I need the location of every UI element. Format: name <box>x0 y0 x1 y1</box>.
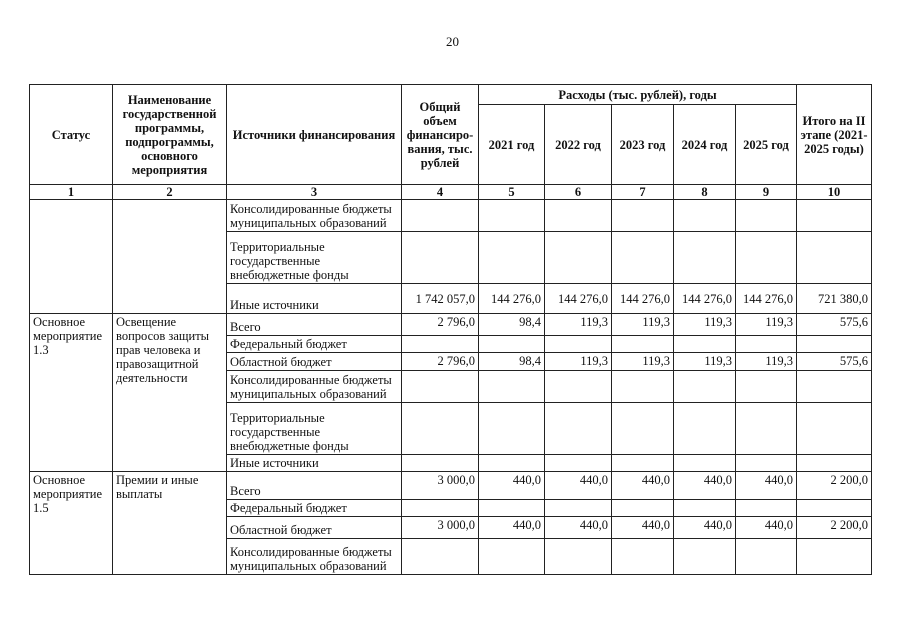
year-value-cell <box>674 371 736 403</box>
stage-total-cell: 575,6 <box>797 314 872 336</box>
year-value-cell: 144 276,0 <box>479 284 545 314</box>
stage-total-cell <box>797 371 872 403</box>
year-value-cell: 98,4 <box>479 353 545 371</box>
stage-total-cell: 2 200,0 <box>797 472 872 500</box>
financing-table <box>29 84 872 575</box>
year-value-cell: 440,0 <box>479 517 545 539</box>
header-expenses: Расходы (тыс. рублей), годы <box>479 85 797 105</box>
total-cell <box>402 539 479 575</box>
total-cell <box>402 371 479 403</box>
year-value-cell: 440,0 <box>674 472 736 500</box>
header-year: 2021 год <box>479 105 545 185</box>
stage-total-cell <box>797 455 872 472</box>
year-value-cell <box>479 500 545 517</box>
name-cell: Премии и иные выплаты <box>113 472 227 575</box>
year-value-cell <box>479 336 545 353</box>
total-cell <box>402 200 479 232</box>
year-value-cell <box>545 371 612 403</box>
year-value-cell: 98,4 <box>479 314 545 336</box>
year-value-cell <box>736 500 797 517</box>
column-index: 1 <box>30 185 113 200</box>
stage-total-cell <box>797 336 872 353</box>
year-value-cell: 119,3 <box>545 353 612 371</box>
year-value-cell: 119,3 <box>674 314 736 336</box>
column-index: 3 <box>227 185 402 200</box>
status-cell: Основное мероприятие 1.3 <box>30 314 113 472</box>
year-value-cell <box>545 200 612 232</box>
year-value-cell <box>479 371 545 403</box>
source-cell: Федеральный бюджет <box>227 336 402 353</box>
source-cell: Всего <box>227 314 402 336</box>
source-cell: Территориальные государственные внебюджетные фонды <box>227 403 402 455</box>
total-cell <box>402 232 479 284</box>
year-value-cell <box>612 371 674 403</box>
stage-total-cell <box>797 200 872 232</box>
header-year: 2025 год <box>736 105 797 185</box>
total-cell: 3 000,0 <box>402 472 479 500</box>
table-row <box>30 314 872 336</box>
year-value-cell <box>612 403 674 455</box>
year-value-cell: 119,3 <box>736 353 797 371</box>
header-total-volume: Общий объем финансиро-вания, тыс. рублей <box>402 85 479 185</box>
stage-total-cell: 2 200,0 <box>797 517 872 539</box>
year-value-cell: 440,0 <box>736 517 797 539</box>
column-index: 4 <box>402 185 479 200</box>
source-cell: Иные источники <box>227 455 402 472</box>
year-value-cell <box>674 500 736 517</box>
year-value-cell <box>545 232 612 284</box>
stage-total-cell <box>797 500 872 517</box>
column-index: 5 <box>479 185 545 200</box>
year-value-cell <box>736 232 797 284</box>
year-value-cell <box>674 232 736 284</box>
total-cell: 2 796,0 <box>402 353 479 371</box>
source-cell: Консолидированные бюджеты муниципальных образований <box>227 371 402 403</box>
table-header <box>30 85 872 200</box>
year-value-cell <box>612 232 674 284</box>
year-value-cell: 440,0 <box>736 472 797 500</box>
status-cell <box>30 200 113 314</box>
total-cell: 3 000,0 <box>402 517 479 539</box>
column-index: 8 <box>674 185 736 200</box>
year-value-cell: 119,3 <box>612 353 674 371</box>
year-value-cell <box>545 455 612 472</box>
year-value-cell <box>736 539 797 575</box>
column-index: 6 <box>545 185 612 200</box>
year-value-cell <box>674 403 736 455</box>
year-value-cell <box>479 232 545 284</box>
year-value-cell <box>479 200 545 232</box>
year-value-cell: 440,0 <box>479 472 545 500</box>
stage-total-cell: 721 380,0 <box>797 284 872 314</box>
header-status: Статус <box>30 85 113 185</box>
source-cell: Консолидированные бюджеты муниципальных образований <box>227 539 402 575</box>
year-value-cell <box>736 371 797 403</box>
total-cell <box>402 455 479 472</box>
table-body <box>30 200 872 575</box>
year-value-cell <box>545 403 612 455</box>
source-cell: Федеральный бюджет <box>227 500 402 517</box>
year-value-cell <box>736 336 797 353</box>
year-value-cell: 144 276,0 <box>545 284 612 314</box>
stage-total-cell <box>797 232 872 284</box>
year-value-cell <box>736 403 797 455</box>
header-year: 2024 год <box>674 105 736 185</box>
stage-total-cell <box>797 539 872 575</box>
year-value-cell <box>479 539 545 575</box>
table-row <box>30 200 872 232</box>
stage-total-cell: 575,6 <box>797 353 872 371</box>
year-value-cell <box>612 539 674 575</box>
stage-total-cell <box>797 403 872 455</box>
year-value-cell: 440,0 <box>545 517 612 539</box>
year-value-cell <box>545 539 612 575</box>
year-value-cell <box>674 336 736 353</box>
year-value-cell <box>545 500 612 517</box>
source-cell: Территориальные государственные внебюджетные фонды <box>227 232 402 284</box>
year-value-cell <box>545 336 612 353</box>
column-index: 10 <box>797 185 872 200</box>
year-value-cell <box>736 200 797 232</box>
year-value-cell <box>612 500 674 517</box>
column-index: 2 <box>113 185 227 200</box>
column-index: 9 <box>736 185 797 200</box>
total-cell <box>402 500 479 517</box>
year-value-cell <box>736 455 797 472</box>
year-value-cell <box>674 455 736 472</box>
year-value-cell: 119,3 <box>545 314 612 336</box>
header-year: 2023 год <box>612 105 674 185</box>
table-row <box>30 472 872 500</box>
year-value-cell <box>612 336 674 353</box>
page-number: 20 <box>446 34 459 49</box>
source-cell: Иные источники <box>227 284 402 314</box>
total-cell: 1 742 057,0 <box>402 284 479 314</box>
total-cell: 2 796,0 <box>402 314 479 336</box>
year-value-cell: 144 276,0 <box>612 284 674 314</box>
header-year: 2022 год <box>545 105 612 185</box>
source-cell: Всего <box>227 472 402 500</box>
header-sources: Источники финансирования <box>227 85 402 185</box>
header-name: Наименование государственной программы, подпрограммы, основного мероприятия <box>113 85 227 185</box>
year-value-cell: 440,0 <box>674 517 736 539</box>
name-cell: Освещение вопросов защиты прав человека и правозащитной деятельности <box>113 314 227 472</box>
year-value-cell: 440,0 <box>612 517 674 539</box>
name-cell <box>113 200 227 314</box>
year-value-cell: 119,3 <box>674 353 736 371</box>
year-value-cell: 144 276,0 <box>674 284 736 314</box>
year-value-cell: 119,3 <box>612 314 674 336</box>
source-cell: Областной бюджет <box>227 353 402 371</box>
year-value-cell <box>674 200 736 232</box>
year-value-cell: 144 276,0 <box>736 284 797 314</box>
year-value-cell: 119,3 <box>736 314 797 336</box>
year-value-cell: 440,0 <box>612 472 674 500</box>
source-cell: Областной бюджет <box>227 517 402 539</box>
year-value-cell <box>479 455 545 472</box>
year-value-cell <box>479 403 545 455</box>
status-cell: Основное мероприятие 1.5 <box>30 472 113 575</box>
total-cell <box>402 336 479 353</box>
header-stage-total: Итого на II этапе (2021-2025 годы) <box>797 85 872 185</box>
year-value-cell <box>674 539 736 575</box>
column-index: 7 <box>612 185 674 200</box>
total-cell <box>402 403 479 455</box>
year-value-cell: 440,0 <box>545 472 612 500</box>
source-cell: Консолидированные бюджеты муниципальных образований <box>227 200 402 232</box>
year-value-cell <box>612 455 674 472</box>
year-value-cell <box>612 200 674 232</box>
